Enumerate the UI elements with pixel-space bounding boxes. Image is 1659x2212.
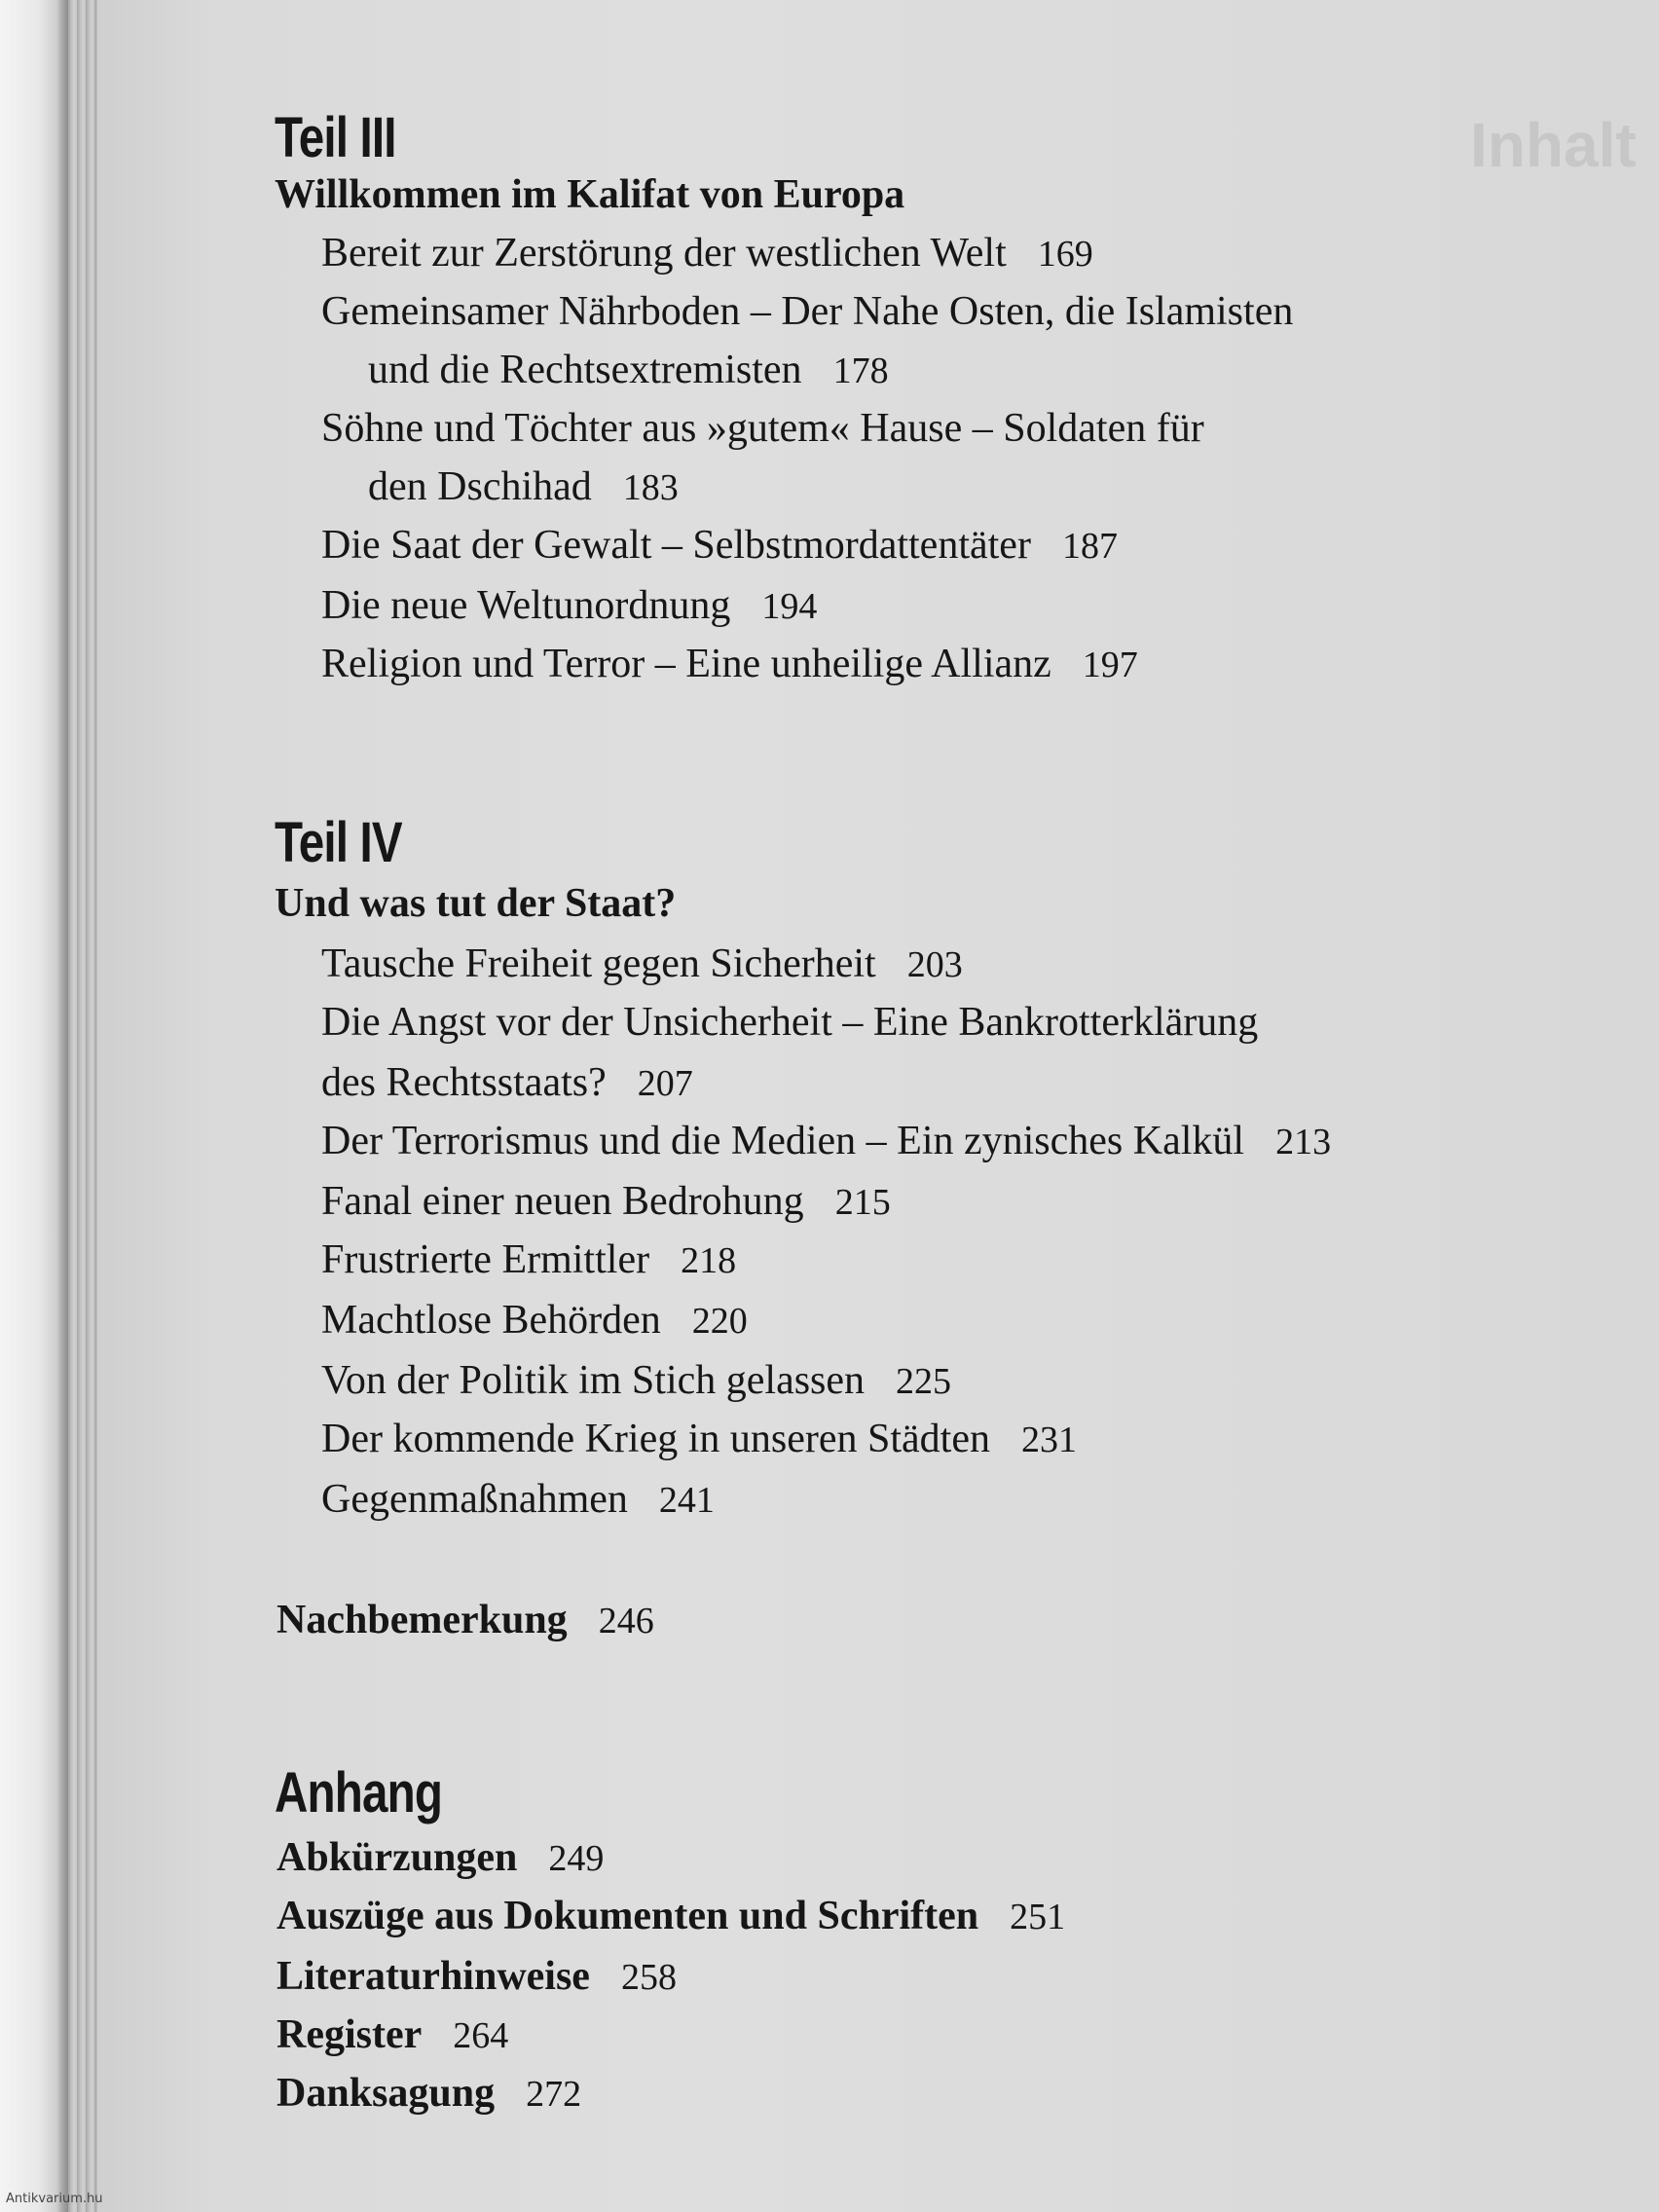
page-number: 241	[658, 1480, 715, 1521]
page-number: 183	[622, 467, 679, 508]
toc-entry-continuation	[321, 1059, 693, 1106]
entry-title: Tausche Freiheit gegen Sicherheit	[321, 941, 876, 986]
toc-entry	[321, 582, 817, 629]
toc-entry	[321, 522, 1118, 569]
part-heading: Anhang	[275, 1761, 443, 1825]
toc-entry-continuation	[368, 463, 679, 510]
toc-section-entry	[276, 2070, 581, 2117]
entry-title: Fanal einer neuen Bedrohung	[321, 1179, 804, 1224]
page-number: 215	[834, 1182, 891, 1223]
entry-title: und die Rechtsextremisten	[368, 348, 802, 392]
entry-title: Die Saat der Gewalt – Selbstmordattentäter	[321, 523, 1031, 568]
entry-title: Register	[276, 2012, 423, 2057]
toc-entry	[321, 288, 1293, 335]
toc-entry	[321, 1297, 748, 1344]
toc-section-entry	[276, 1834, 604, 1881]
entry-title: Der kommende Krieg in unseren Städten	[321, 1417, 990, 1461]
page-number: 178	[832, 350, 889, 391]
entry-title: Von der Politik im Stich gelassen	[321, 1358, 866, 1403]
toc-entry	[321, 1118, 1331, 1164]
entry-title: Literaturhinweise	[276, 1954, 590, 1999]
page-number: 258	[620, 1957, 677, 1998]
entry-title: Danksagung	[276, 2071, 496, 2116]
watermark: Antikvarium.hu	[6, 2192, 103, 2206]
page-number: 220	[691, 1301, 748, 1342]
page-number: 251	[1010, 1897, 1066, 1937]
toc-section-entry	[276, 1953, 677, 2000]
part-heading: Teil III	[275, 106, 396, 169]
entry-title: des Rechtsstaats?	[321, 1060, 607, 1105]
toc-entry-continuation	[368, 347, 889, 393]
page-number: 225	[896, 1361, 952, 1402]
page-number: 197	[1082, 645, 1138, 685]
page-number: 187	[1061, 526, 1118, 567]
page-number: 213	[1275, 1122, 1332, 1162]
entry-title: Abkürzungen	[276, 1835, 518, 1880]
part-subtitle: Willkommen im Kalifat von Europa	[275, 172, 905, 217]
page-number: 203	[906, 944, 963, 985]
entry-title: Die neue Weltunordnung	[321, 583, 731, 628]
toc-entry	[321, 999, 1258, 1046]
page-number: 194	[761, 586, 818, 627]
toc-entry	[321, 230, 1093, 276]
toc-entry	[321, 940, 963, 987]
page-number: 218	[681, 1240, 737, 1281]
page-number: 264	[453, 2015, 509, 2056]
entry-title: Gemeinsamer Nährboden – Der Nahe Osten, die Islamisten	[321, 289, 1294, 334]
page-number: 249	[548, 1838, 605, 1879]
entry-title: Die Angst vor der Unsicherheit – Eine Bankrotterklärung	[321, 1000, 1259, 1045]
toc-entry	[321, 405, 1204, 452]
page-number: 207	[637, 1063, 693, 1104]
entry-title: den Dschihad	[368, 464, 592, 509]
page-number: 272	[526, 2074, 582, 2115]
entry-title: Auszüge aus Dokumenten und Schriften	[276, 1894, 979, 1938]
entry-title: Der Terrorismus und die Medien – Ein zynisches Kalkül	[321, 1119, 1245, 1163]
show-through-title: Inhalt	[1470, 110, 1637, 180]
toc-entry	[321, 1416, 1077, 1462]
entry-title: Söhne und Töchter aus »gutem« Hause – Soldaten für	[321, 406, 1204, 451]
entry-title: Bereit zur Zerstörung der westlichen Welt	[321, 231, 1007, 276]
entry-title: Nachbemerkung	[276, 1598, 568, 1642]
part-heading: Teil IV	[275, 811, 402, 874]
entry-title: Gegenmaßnahmen	[321, 1477, 628, 1522]
page-number: 169	[1037, 234, 1093, 275]
toc-section-entry	[276, 2011, 508, 2058]
part-subtitle: Und was tut der Staat?	[275, 881, 677, 926]
toc-entry	[321, 641, 1138, 687]
toc-section-entry	[276, 1597, 654, 1643]
toc-entry	[321, 1236, 736, 1283]
toc-entry	[321, 1178, 891, 1225]
page-number: 246	[598, 1601, 654, 1641]
entry-title: Machtlose Behörden	[321, 1298, 661, 1343]
toc-entry	[321, 1357, 951, 1404]
toc-entry	[321, 1476, 715, 1523]
entry-title: Religion und Terror – Eine unheilige Allianz	[321, 642, 1051, 686]
entry-title: Frustrierte Ermittler	[321, 1237, 650, 1282]
toc-section-entry	[276, 1893, 1065, 1939]
page-number: 231	[1020, 1419, 1077, 1460]
